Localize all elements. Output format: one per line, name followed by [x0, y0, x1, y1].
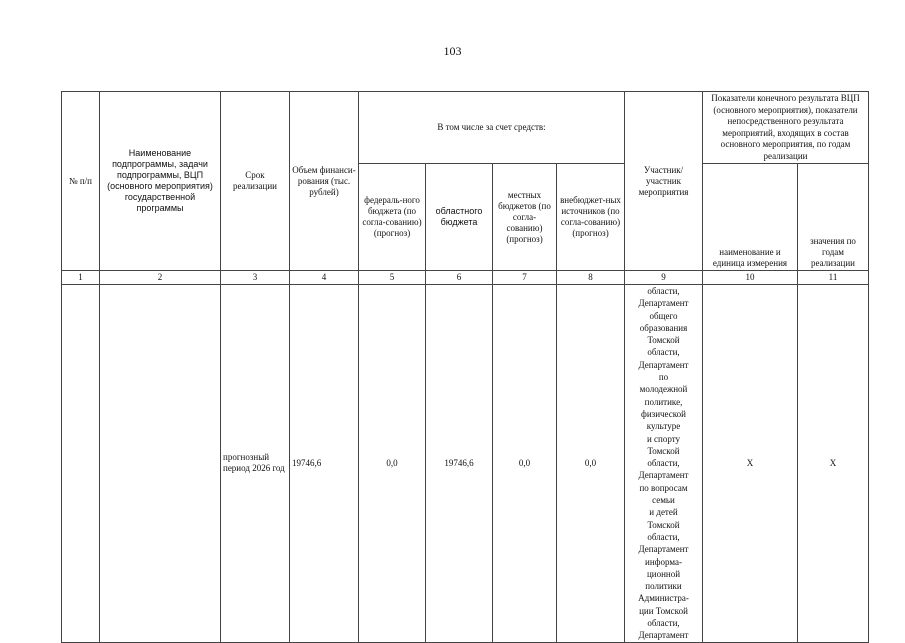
participant-line: области,	[647, 286, 680, 296]
header-indicator-value: значения по годам реализации	[798, 164, 869, 271]
row-participants	[625, 285, 703, 643]
participant-line: Департамент	[638, 470, 689, 481]
participant-line: области,	[647, 531, 680, 542]
row-total: 19746,6	[290, 285, 359, 643]
page-number: 103	[443, 44, 462, 58]
header-indicator-name: наименование и единица измерения	[703, 164, 798, 271]
row-num	[62, 285, 100, 643]
participant-line: Томской	[647, 445, 680, 456]
participant-line: по вопросам	[639, 482, 688, 493]
participants-list	[626, 285, 701, 642]
participant-line: политике,	[644, 396, 683, 407]
header-sources-group: В том числе за счет средств:	[359, 92, 625, 164]
participant-line: семьи	[652, 495, 675, 506]
row-federal: 0,0	[359, 285, 426, 643]
header-participant: Участник/ участник мероприятия	[625, 92, 703, 271]
participant-line: Томской	[647, 335, 680, 346]
column-number: 3	[221, 271, 290, 285]
header-regional: областного бюджета	[426, 164, 493, 271]
participant-line: молодежной	[639, 384, 688, 395]
participant-line: Департамент	[638, 544, 689, 555]
column-number: 6	[426, 271, 493, 285]
participant-line: по	[658, 372, 669, 383]
participant-line: образования	[639, 322, 688, 333]
header-indicators-group: Показатели конечного результата ВЦП (основного мероприятия), показатели непосредственного результата мероприятий, входящих в состав основного мероприятия, по годам реализации	[703, 92, 869, 164]
participant-line: информа-	[645, 556, 682, 567]
column-number: 7	[493, 271, 557, 285]
participant-line: Администра-	[638, 593, 689, 604]
row-indicator-value: Х	[798, 285, 869, 643]
participant-line: области,	[647, 618, 680, 629]
row-local: 0,0	[493, 285, 557, 643]
header-num: № п/п	[62, 92, 100, 271]
participant-line: культуре	[646, 421, 681, 432]
header-federal: федераль-ного бюджета (по согла-сованию) (прогноз)	[359, 164, 426, 271]
participant-line: области,	[647, 347, 680, 358]
column-number: 1	[62, 271, 100, 285]
participant-line: общего	[649, 310, 678, 321]
header-period: Срок реализации	[221, 92, 290, 271]
row-name	[100, 285, 221, 643]
column-number: 8	[557, 271, 625, 285]
table-row	[62, 285, 869, 643]
row-indicator-name: Х	[703, 285, 798, 643]
participant-line: и детей	[649, 507, 678, 518]
column-number: 10	[703, 271, 798, 285]
participant-line: Департамент	[638, 298, 689, 309]
participant-line: Департамент	[638, 359, 689, 370]
participant-line: ционной	[646, 568, 681, 579]
row-period: прогнозный период 2026 год	[221, 285, 290, 643]
column-number: 11	[798, 271, 869, 285]
header-local: местных бюджетов (по согла-сованию) (прогноз)	[493, 164, 557, 271]
header-total: Объем финанси-рования (тыс. рублей)	[290, 92, 359, 271]
participant-line: Томской	[647, 519, 680, 530]
header-extra: внебюджет-ных источников (по согла-сованию) (прогноз)	[557, 164, 625, 271]
participant-line: и спорту	[646, 433, 681, 444]
participant-line: области,	[647, 458, 680, 469]
participant-line: Департамент	[638, 630, 689, 641]
column-number: 2	[100, 271, 221, 285]
column-number: 9	[625, 271, 703, 285]
row-regional: 19746,6	[426, 285, 493, 643]
participant-line: политики	[645, 581, 682, 592]
participant-line: ции Томской	[639, 605, 688, 616]
participant-line: физической	[641, 408, 686, 419]
column-number: 4	[290, 271, 359, 285]
program-table	[61, 91, 869, 643]
column-number: 5	[359, 271, 426, 285]
row-extra: 0,0	[557, 285, 625, 643]
header-name: Наименование подпрограммы, задачи подпрограммы, ВЦП (основного мероприятия) государственной программы	[100, 92, 221, 271]
column-number-row	[62, 271, 869, 285]
